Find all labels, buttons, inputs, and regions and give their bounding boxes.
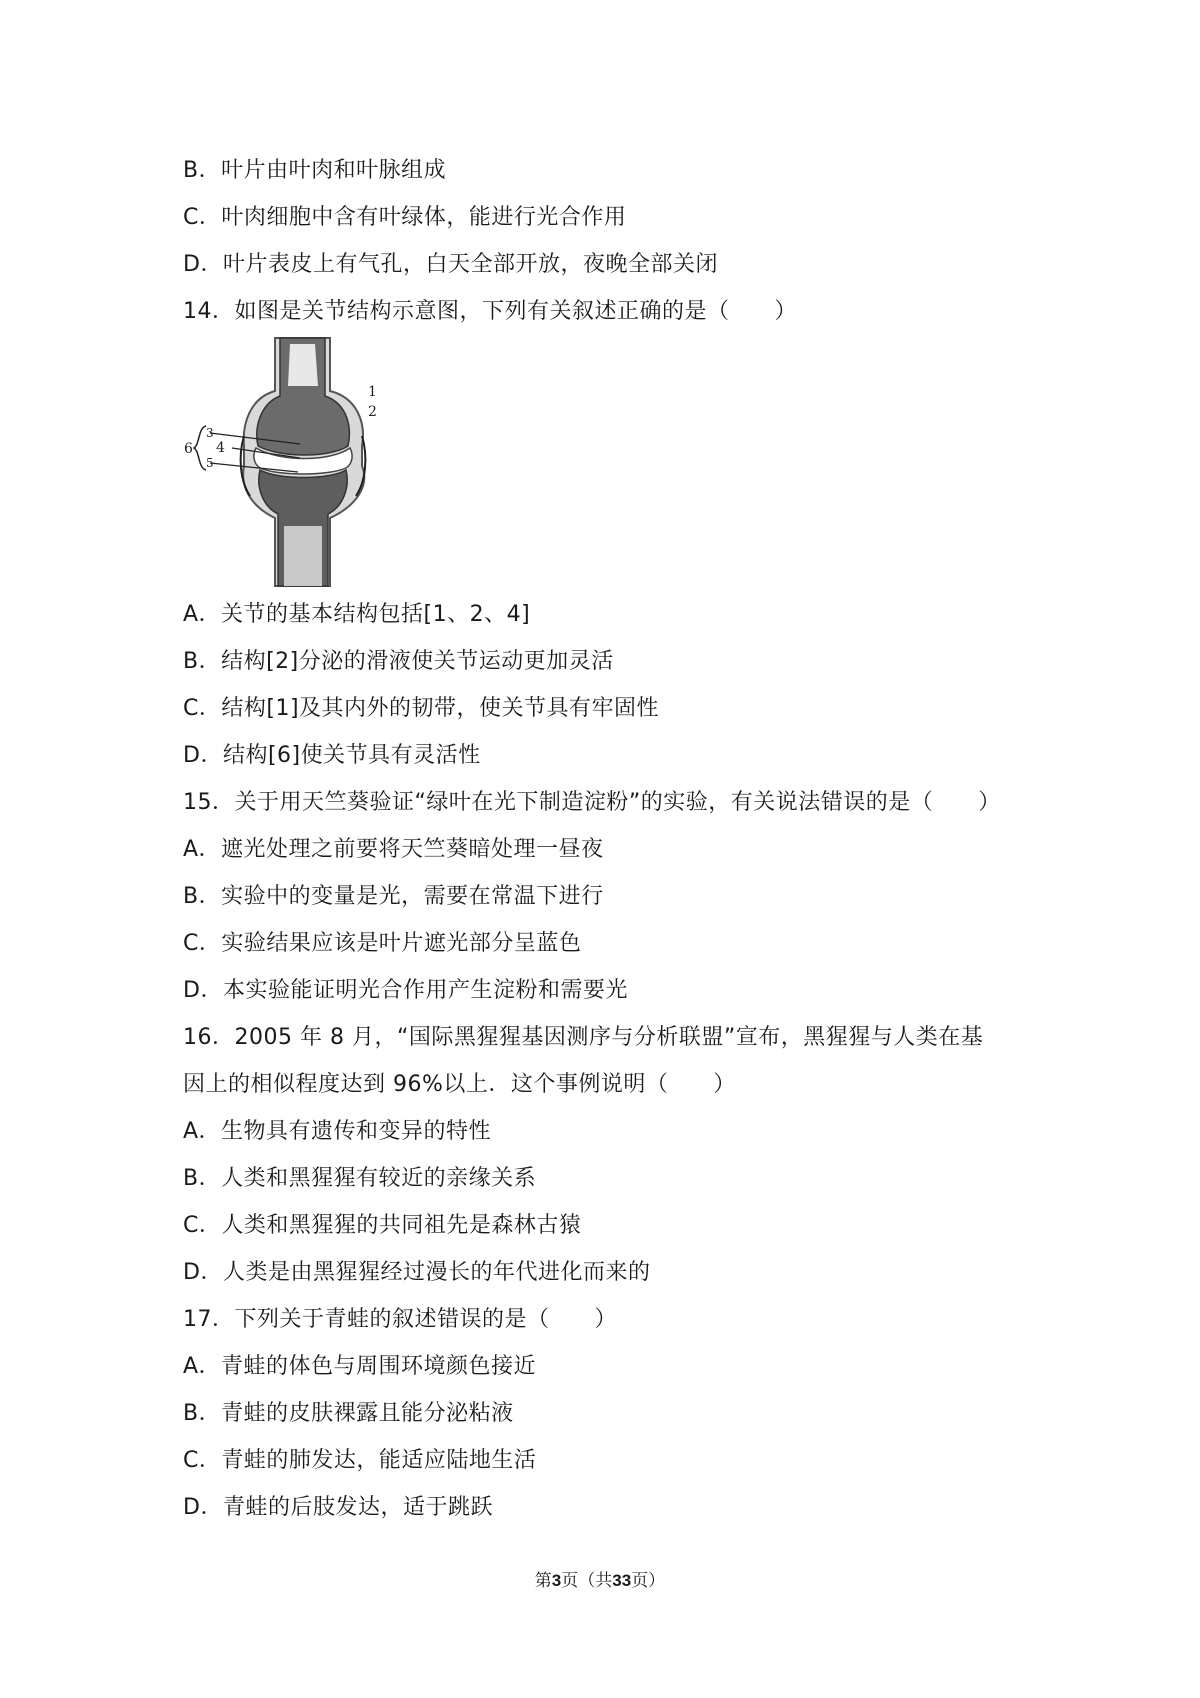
figure-label-3: 3 xyxy=(206,426,214,440)
line-q16-a: A．生物具有遗传和变异的特性 xyxy=(183,1119,492,1144)
question-15-stem: 15．关于用天竺葵验证“绿叶在光下制造淀粉”的实验，有关说法错误的是（ ） xyxy=(183,790,1001,815)
question-17-stem: 17．下列关于青蛙的叙述错误的是（ ） xyxy=(183,1307,617,1332)
figure-label-1: 1 xyxy=(368,384,377,400)
figure-label-5: 5 xyxy=(206,456,214,470)
line-q16-d: D．人类是由黑猩猩经过漫长的年代进化而来的 xyxy=(183,1260,651,1285)
line-q17-d: D．青蛙的后肢发达，适于跳跃 xyxy=(183,1495,493,1520)
line-q14-d: D．结构[6]使关节具有灵活性 xyxy=(183,743,481,768)
line-q13-d: D．叶片表皮上有气孔，白天全部开放，夜晚全部关闭 xyxy=(183,252,718,277)
line-q14-c: C．结构[1]及其内外的韧带，使关节具有牢固性 xyxy=(183,696,660,721)
question-14-stem: 14．如图是关节结构示意图，下列有关叙述正确的是（ ） xyxy=(183,299,797,324)
line-q17-c: C．青蛙的肺发达，能适应陆地生活 xyxy=(183,1448,537,1473)
line-q16-c: C．人类和黑猩猩的共同祖先是森林古猿 xyxy=(183,1213,582,1238)
joint-structure-figure xyxy=(180,336,420,588)
question-16-stem-line2: 因上的相似程度达到 96%以上．这个事例说明（ ） xyxy=(183,1072,736,1097)
footer-total-pages: 33 xyxy=(612,1571,632,1590)
line-q17-a: A．青蛙的体色与周围环境颜色接近 xyxy=(183,1354,537,1379)
figure-label-4: 4 xyxy=(216,440,225,456)
footer-page-number: 3 xyxy=(551,1571,562,1590)
line-q14-a: A．关节的基本结构包括[1、2、4] xyxy=(183,602,531,627)
line-q15-c: C．实验结果应该是叶片遮光部分呈蓝色 xyxy=(183,931,582,956)
figure-label-6: 6 xyxy=(184,441,193,457)
line-q16-b: B．人类和黑猩猩有较近的亲缘关系 xyxy=(183,1166,537,1191)
footer-prefix: 第 xyxy=(534,1571,552,1591)
line-q13-b: B．叶片由叶肉和叶脉组成 xyxy=(183,158,447,183)
page-footer xyxy=(0,1569,1200,1593)
footer-mid: 页（共 xyxy=(561,1571,613,1591)
line-q17-b: B．青蛙的皮肤裸露且能分泌粘液 xyxy=(183,1401,514,1426)
question-16-stem-line1: 16．2005 年 8 月，“国际黑猩猩基因测序与分析联盟”宣布，黑猩猩与人类在基 xyxy=(183,1025,984,1050)
footer-suffix: 页） xyxy=(631,1571,666,1591)
line-q15-a: A．遮光处理之前要将天竺葵暗处理一昼夜 xyxy=(183,837,604,862)
figure-label-2: 2 xyxy=(368,404,377,420)
line-q13-c: C．叶肉细胞中含有叶绿体，能进行光合作用 xyxy=(183,205,627,230)
line-q14-b: B．结构[2]分泌的滑液使关节运动更加灵活 xyxy=(183,649,614,674)
line-q15-d: D．本实验能证明光合作用产生淀粉和需要光 xyxy=(183,978,628,1003)
line-q15-b: B．实验中的变量是光，需要在常温下进行 xyxy=(183,884,604,909)
